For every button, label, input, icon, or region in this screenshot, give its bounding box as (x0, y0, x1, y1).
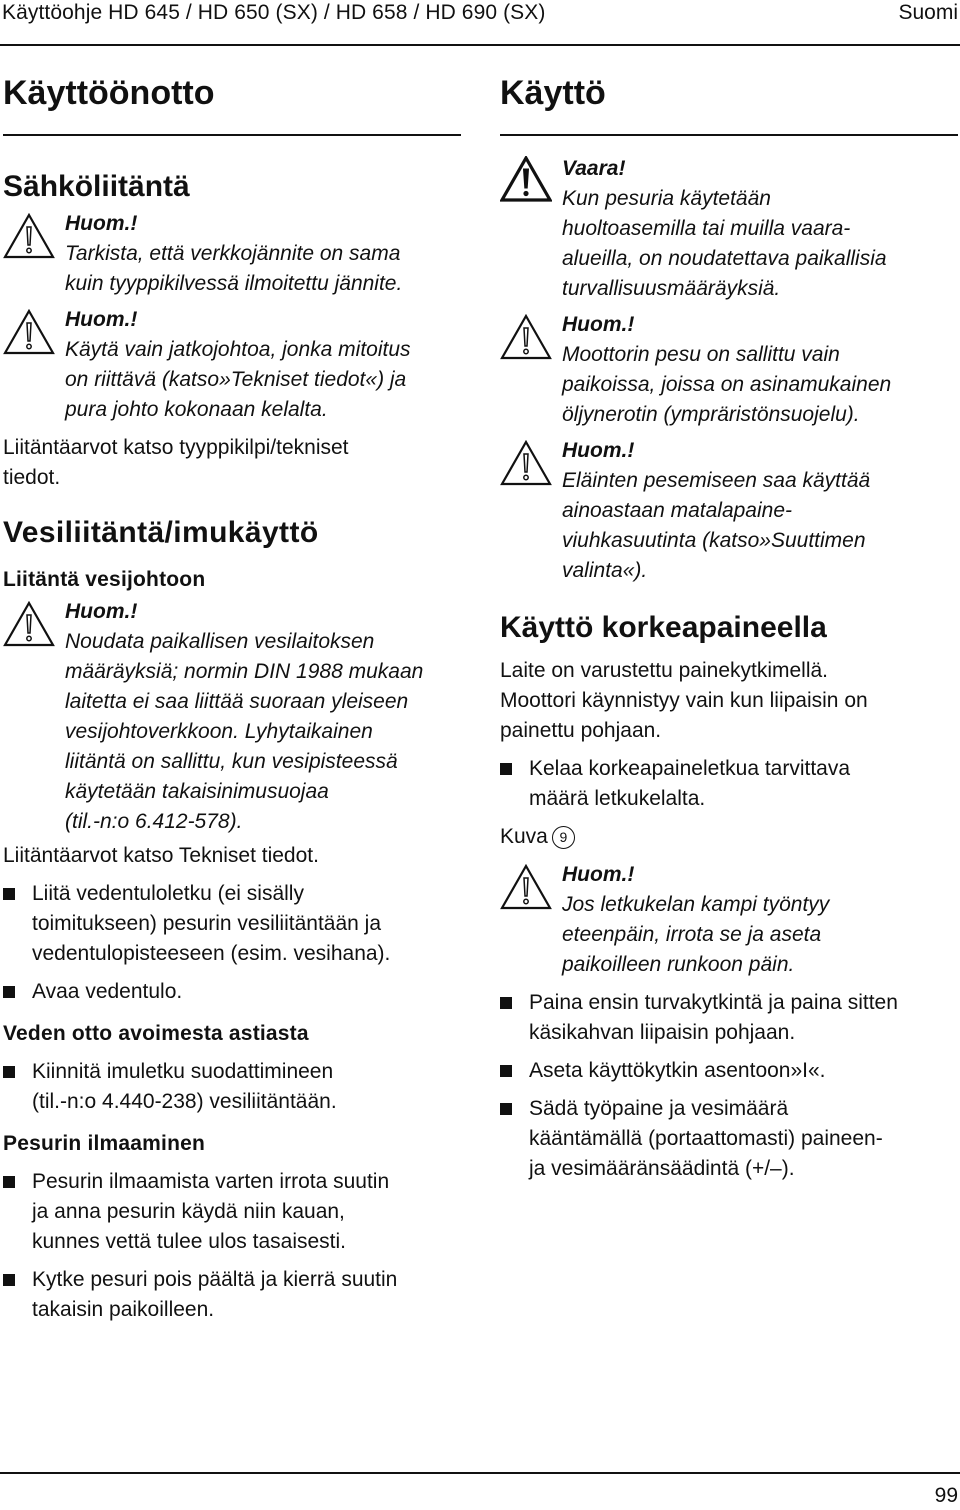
bullet-line: kunnes vettä tulee ulos tasaisesti. (32, 1230, 347, 1253)
bullet-square-icon (500, 1065, 512, 1077)
danger-triangle-icon (500, 156, 552, 202)
paragraph-line: Liitäntäarvot katso tyyppikilpi/tekniset (3, 436, 349, 459)
paragraph-line: tiedot. (3, 466, 61, 489)
note-line: (til.-n:o 6.412-578). (65, 810, 243, 833)
note-title: Huom.! (562, 439, 635, 462)
bullet-line: ja anna pesurin käydä niin kauan, (32, 1200, 345, 1223)
bullet-line: määrä letkukelalta. (529, 787, 706, 810)
header-rule (0, 44, 960, 46)
page-header (0, 0, 960, 46)
note-line: laitetta ei saa liittää suoraan yleiseen (65, 690, 409, 713)
bullet-item (500, 754, 958, 814)
note-hose-reel-crank (500, 860, 958, 980)
language-label: Suomi (898, 1, 958, 24)
document-title: Käyttöohje HD 645 / HD 650 (SX) / HD 658 / HD 690 (SX) (2, 1, 546, 24)
warning-triangle-icon (500, 314, 552, 360)
paragraph-line: Laite on varustettu painekytkimellä. (500, 659, 829, 682)
note-title: Huom.! (562, 313, 635, 336)
note-line: ainoastaan matalapaine- (562, 499, 792, 522)
note-title: Huom.! (65, 600, 138, 623)
bullet-line: Kytke pesuri pois päältä ja kierrä suutin (32, 1268, 398, 1291)
note-line: liitäntä on sallittu, kun vesipisteessä (65, 750, 398, 773)
bullet-item (3, 977, 461, 1007)
section-heading-kaytto: Käyttö (500, 74, 606, 112)
bullet-line: Aseta käyttökytkin asentoon»I«. (529, 1059, 826, 1082)
note-line: huoltoasemilla tai muilla vaara- (562, 217, 851, 240)
subheading-liitanta-vesijohtoon: Liitäntä vesijohtoon (3, 568, 206, 591)
heading-sahkoliitanta: Sähköliitäntä (3, 170, 190, 203)
note-line: Kun pesuria käytetään (562, 187, 771, 210)
bullet-square-icon (500, 1103, 512, 1115)
right-column (500, 70, 958, 1184)
figure-label: Kuva (500, 825, 548, 848)
note-line: viuhkasuutinta (katso»Suuttimen (562, 529, 866, 552)
bullet-line: kääntämällä (portaattomasti) paineen- (529, 1127, 883, 1150)
note-line: pura johto kokonaan kelalta. (65, 398, 328, 421)
note-line: määräyksiä; normin DIN 1988 mukaan (65, 660, 424, 683)
note-animal-wash (500, 436, 958, 586)
note-line: öljynerotin (ympräristönsuojelu). (562, 403, 860, 426)
heading-vesiliitanta: Vesiliitäntä/imukäyttö (3, 516, 319, 549)
bullet-line: Paina ensin turvakytkintä ja paina sitten (529, 991, 898, 1014)
bullet-square-icon (3, 986, 15, 998)
bullet-item (500, 988, 958, 1048)
bullet-item (3, 1167, 461, 1257)
bullet-line: käsikahvan liipaisin pohjaan. (529, 1021, 796, 1044)
note-line: kuin tyyppikilvessä ilmoitettu jännite. (65, 272, 403, 295)
bullet-square-icon (3, 1274, 15, 1286)
note-line: Eläinten pesemiseen saa käyttää (562, 469, 871, 492)
bullet-line: Liitä vedentuloletku (ei sisälly (32, 882, 304, 905)
bullet-line: Sädä työpaine ja vesimäärä (529, 1097, 789, 1120)
bullet-line: ja vesimääränsäädintä (+/–). (529, 1157, 795, 1180)
note-line: vesijohtoverkkoon. Lyhytaikainen (65, 720, 373, 743)
heading-korkeapaine: Käyttö korkeapaineella (500, 611, 827, 644)
warning-triangle-icon (3, 309, 55, 355)
bullet-item (500, 1056, 958, 1086)
bullet-item (500, 1094, 958, 1184)
bullet-square-icon (3, 1066, 15, 1078)
bullet-square-icon (500, 763, 512, 775)
bullet-item (3, 1265, 461, 1325)
bullet-item (3, 879, 461, 969)
note-line: käytetään takaisinimusuojaa (65, 780, 329, 803)
note-title: Huom.! (562, 863, 635, 886)
bullet-line: vedentulopisteeseen (esim. vesihana). (32, 942, 391, 965)
warning-title: Vaara! (562, 157, 626, 180)
footer-rule (0, 1472, 960, 1474)
bullet-square-icon (500, 997, 512, 1009)
note-line: turvallisuusmääräyksiä. (562, 277, 781, 300)
note-engine-wash (500, 310, 958, 430)
bullet-line: Kelaa korkeapaineletkua tarvittava (529, 757, 851, 780)
note-line: on riittävä (katso»Tekniset tiedot«) ja (65, 368, 407, 391)
note-line: Jos letkukelan kampi työntyy (562, 893, 830, 916)
note-line: Moottorin pesu on sallittu vain (562, 343, 840, 366)
note-extension-cord (3, 305, 461, 425)
bullet-line: (til.-n:o 4.440-238) vesiliitäntään. (32, 1090, 337, 1113)
paragraph-line: painettu pohjaan. (500, 719, 662, 742)
note-line: Käytä vain jatkojohtoa, jonka mitoitus (65, 338, 411, 361)
note-line: eteenpäin, irrota se ja aseta (562, 923, 822, 946)
bullet-line: Kiinnitä imuletku suodattimineen (32, 1060, 334, 1083)
note-din1988 (3, 597, 461, 837)
bullet-square-icon (3, 1176, 15, 1188)
note-line: paikoissa, joissa on asinamukainen (562, 373, 892, 396)
bullet-line: takaisin paikoilleen. (32, 1298, 215, 1321)
section-heading-kayttoonotto: Käyttöönotto (3, 74, 215, 112)
bullet-line: Pesurin ilmaamista varten irrota suutin (32, 1170, 390, 1193)
note-voltage (3, 209, 461, 299)
paragraph-liitantaarvot: Liitäntäarvot katso Tekniset tiedot. (3, 844, 319, 867)
note-line: Noudata paikallisen vesilaitoksen (65, 630, 375, 653)
warning-triangle-icon (3, 213, 55, 259)
page-number: 99 (934, 1484, 958, 1507)
bullet-square-icon (3, 888, 15, 900)
bullet-item (3, 1057, 461, 1117)
bullet-line: Avaa vedentulo. (32, 980, 183, 1003)
figure-reference (500, 822, 958, 852)
note-line: paikoilleen runkoon päin. (562, 953, 795, 976)
warning-triangle-icon (500, 864, 552, 910)
warning-triangle-icon (3, 601, 55, 647)
note-line: alueilla, on noudatettava paikallisia (562, 247, 887, 270)
warning-hazard-area (500, 154, 958, 304)
left-column (3, 70, 461, 1325)
bullet-line: toimitukseen) pesurin vesiliitäntään ja (32, 912, 382, 935)
note-line: valinta«). (562, 559, 648, 582)
warning-triangle-icon (500, 440, 552, 486)
paragraph-line: Moottori käynnistyy vain kun liipaisin on (500, 689, 868, 712)
subheading-veden-otto: Veden otto avoimesta astiasta (3, 1022, 309, 1045)
note-title: Huom.! (65, 212, 138, 235)
note-line: Tarkista, että verkkojännite on sama (65, 242, 401, 265)
subheading-ilmaaminen: Pesurin ilmaaminen (3, 1132, 206, 1155)
figure-number-badge: 9 (552, 826, 575, 849)
note-title: Huom.! (65, 308, 138, 331)
